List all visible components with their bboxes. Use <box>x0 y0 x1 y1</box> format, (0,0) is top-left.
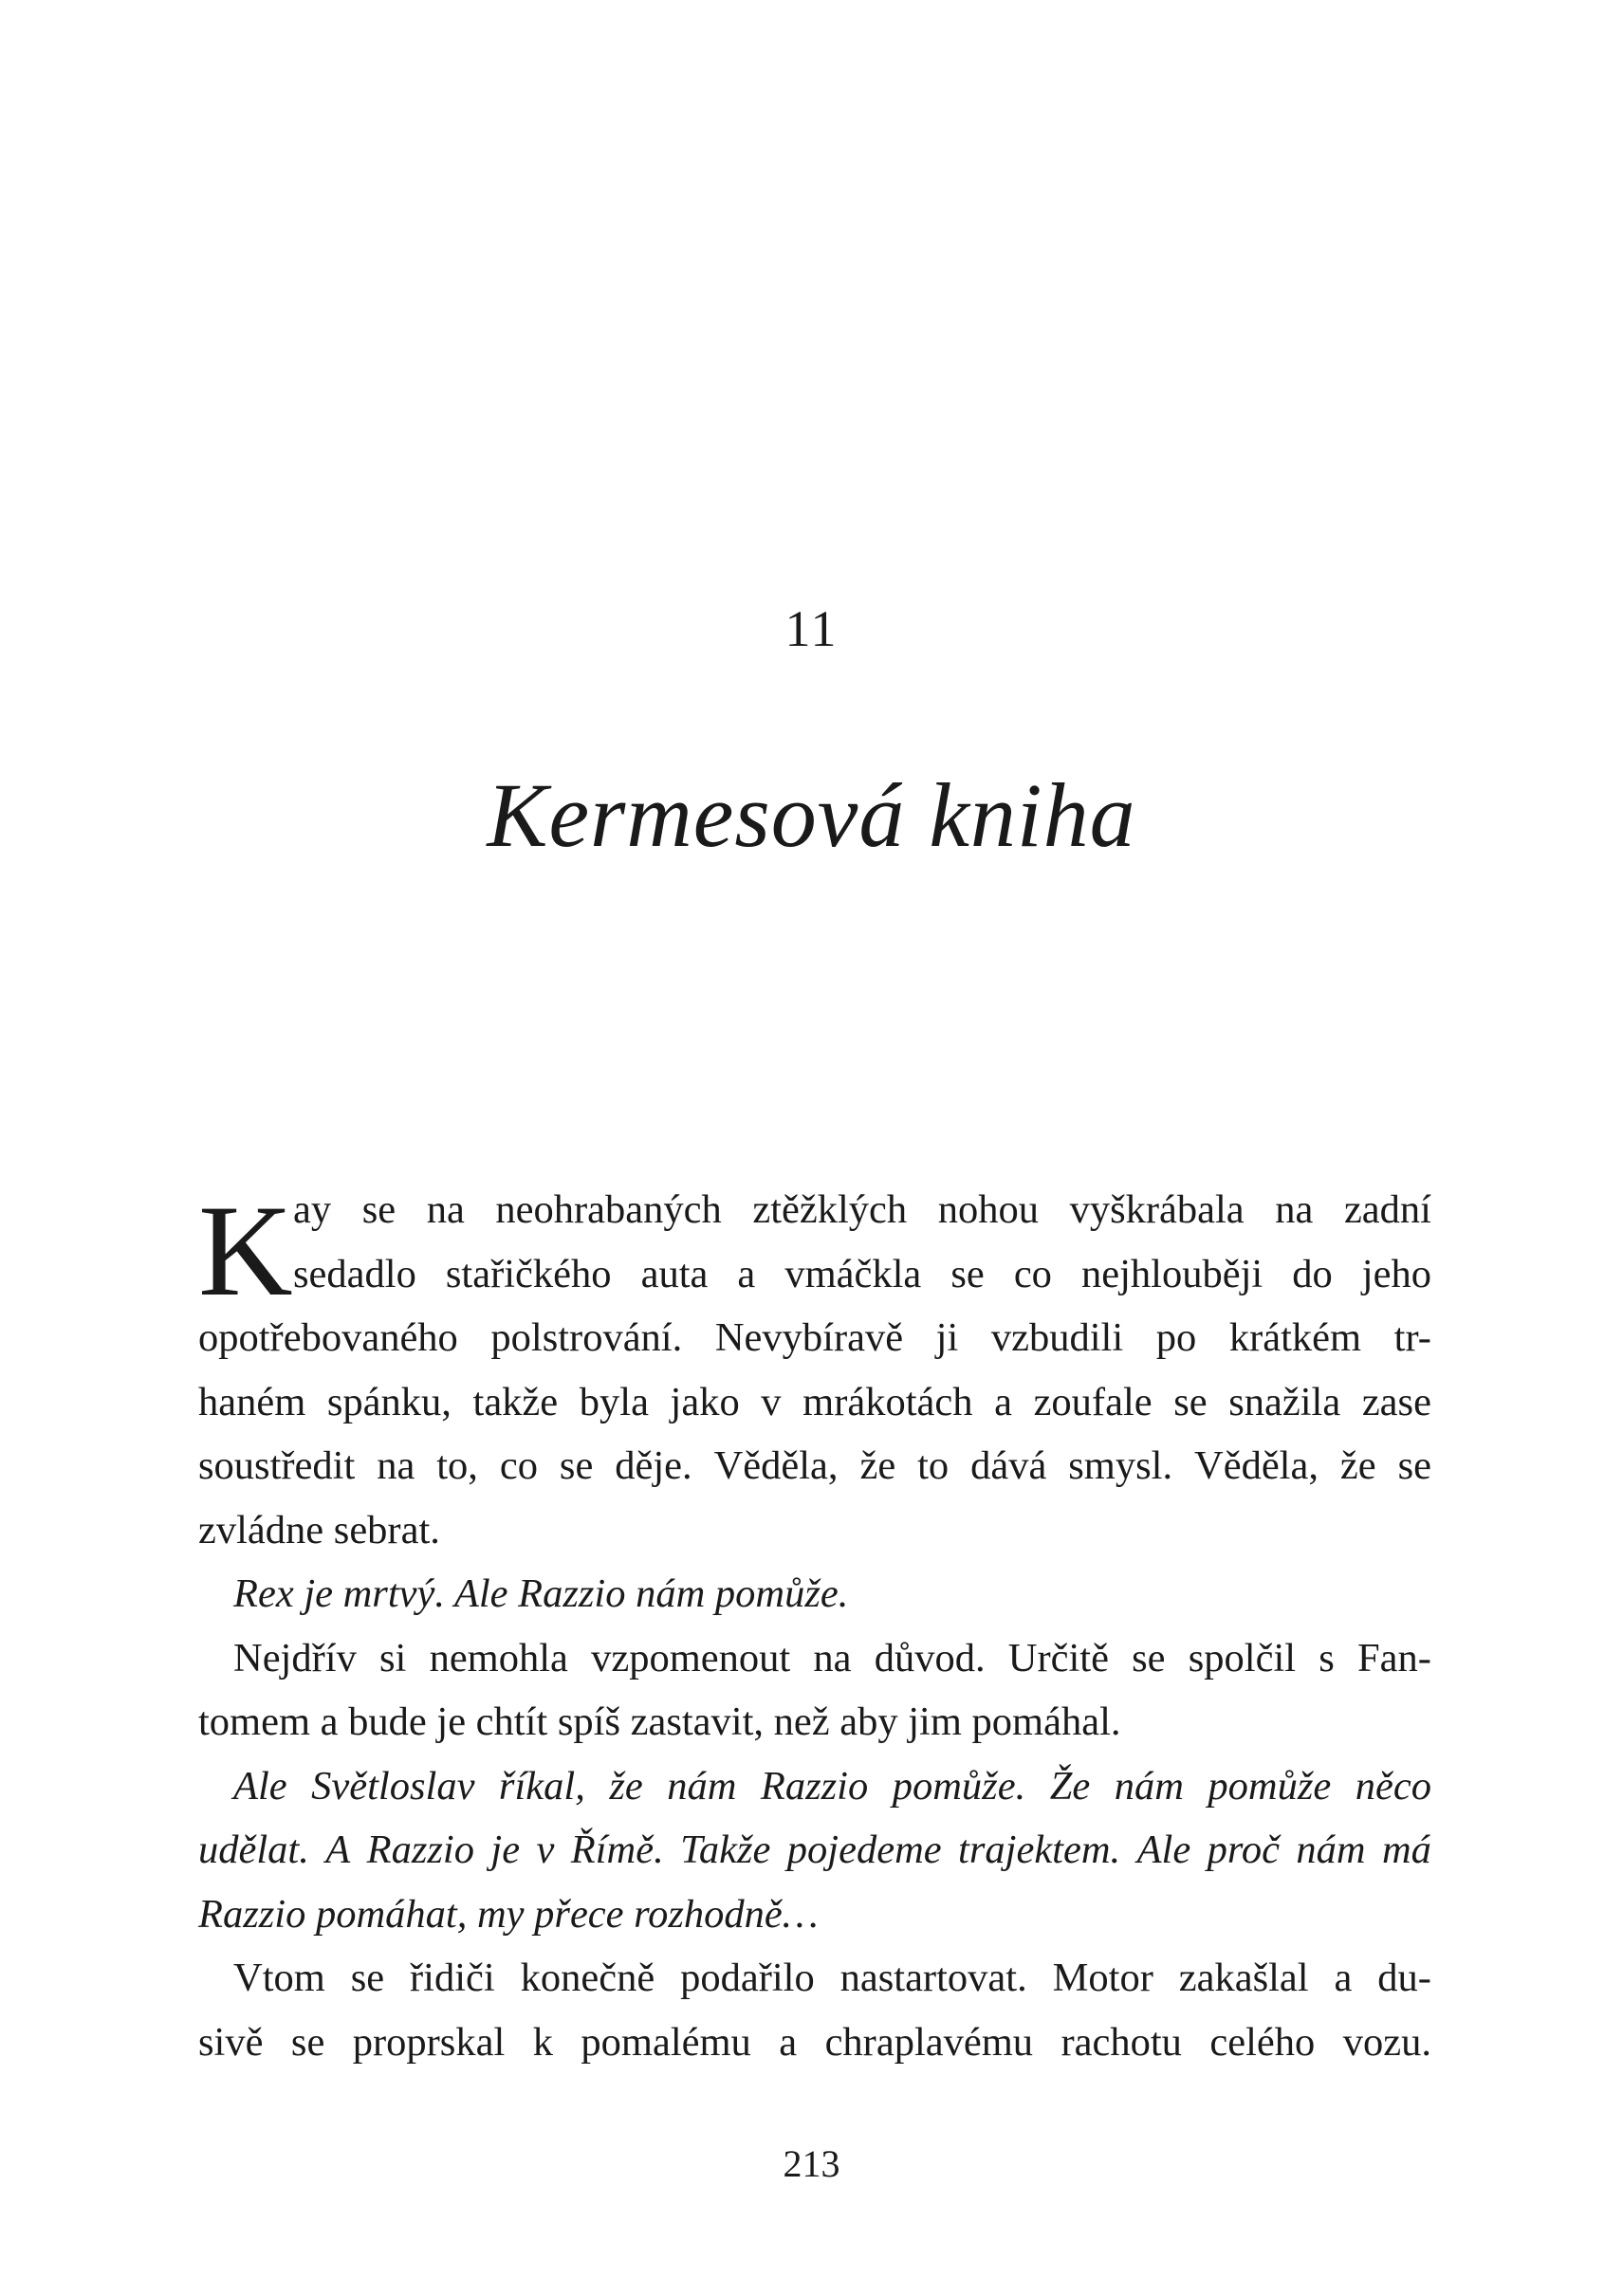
text-line <box>198 1242 1431 1307</box>
word: neohrabaných <box>495 1187 722 1232</box>
text-line <box>198 1306 1431 1370</box>
text-line <box>198 2011 1431 2075</box>
word: Věděla, <box>1194 1443 1319 1488</box>
word: Vtom <box>233 1956 325 2000</box>
word: pojedeme <box>786 1828 942 1872</box>
word: zadní <box>1343 1187 1431 1232</box>
word: v <box>536 1828 555 1872</box>
italic-thought <box>198 1754 1431 1819</box>
word: po <box>1155 1315 1197 1360</box>
italic-thought <box>198 1818 1431 1883</box>
word: nám <box>1114 1763 1184 1809</box>
word: na <box>377 1443 415 1488</box>
word: pomůže. <box>892 1763 1026 1809</box>
word: do <box>1292 1251 1333 1296</box>
word: Motor <box>1052 1956 1153 2000</box>
word: se <box>1173 1379 1208 1424</box>
word: se <box>350 1956 385 2000</box>
word: to, <box>436 1443 478 1488</box>
word: Světloslav <box>311 1763 475 1809</box>
word: vozu. <box>1342 2019 1431 2065</box>
word: co <box>1013 1251 1052 1296</box>
word: zakašlal <box>1178 1956 1309 2000</box>
italic-thought: Razzio pomáhat, my přece rozhodně… <box>198 1891 819 1937</box>
page-number: 213 <box>783 2142 840 2185</box>
word: du- <box>1377 1956 1431 2000</box>
text-line: zvládne sebrat. <box>198 1507 440 1552</box>
word: je <box>490 1828 521 1872</box>
word: soustředit <box>198 1443 356 1488</box>
word: Že <box>1049 1763 1091 1809</box>
word: vzbudili <box>990 1315 1124 1360</box>
word: vzpomenout <box>591 1635 791 1681</box>
word: krátkém <box>1228 1315 1362 1360</box>
word: zoufale <box>1033 1379 1153 1424</box>
word: chraplavému <box>824 2019 1034 2065</box>
word: auta <box>640 1251 709 1296</box>
word: ztěžklých <box>752 1187 908 1232</box>
word: řidiči <box>410 1956 495 2000</box>
text-line: tomem a bude je chtít spíš zastavit, než aby jim pomáhal. <box>198 1699 1121 1744</box>
word: byla <box>579 1379 649 1424</box>
body-text <box>198 1178 1431 2074</box>
word: nejhlouběji <box>1080 1251 1263 1296</box>
word: se <box>559 1443 594 1488</box>
word: sivě <box>198 2019 264 2065</box>
word: nám <box>667 1763 737 1809</box>
word: A <box>325 1828 351 1872</box>
word: Fan- <box>1356 1635 1431 1681</box>
word: vyškrábala <box>1069 1187 1245 1232</box>
drop-cap: K <box>198 1178 293 1323</box>
word: že <box>1339 1443 1376 1488</box>
word: a <box>779 2019 798 2065</box>
word: nemohla <box>429 1635 568 1681</box>
word: proč <box>1207 1828 1280 1872</box>
word: nohou <box>937 1187 1039 1232</box>
word: a <box>737 1251 756 1296</box>
text-line <box>198 1178 1431 1242</box>
word: proprskal <box>352 2019 506 2065</box>
word: co <box>499 1443 538 1488</box>
word: celého <box>1209 2019 1316 2065</box>
word: haném <box>198 1379 306 1424</box>
word: to <box>917 1443 950 1488</box>
word: na <box>426 1187 465 1232</box>
word: Římě. <box>570 1828 664 1872</box>
word: vmáčkla <box>784 1251 922 1296</box>
word: udělat. <box>198 1828 309 1872</box>
word: Ale <box>233 1763 287 1809</box>
word: říkal, <box>498 1763 585 1809</box>
word: stařičkého <box>445 1251 612 1296</box>
text-line <box>198 1946 1431 2011</box>
word: Razzio <box>366 1828 474 1872</box>
word: děje. <box>615 1443 692 1488</box>
word: Nevybíravě <box>714 1315 904 1360</box>
word: se <box>1397 1443 1431 1488</box>
word: něco <box>1355 1763 1431 1809</box>
word: ay <box>293 1187 332 1232</box>
word: se <box>290 2019 325 2065</box>
chapter-title: Kermesová kniha <box>487 764 1136 866</box>
word: smysl. <box>1068 1443 1173 1488</box>
word: nám <box>1296 1828 1366 1872</box>
word: mrákotách <box>802 1379 973 1424</box>
word: si <box>379 1635 407 1681</box>
word: Určitě <box>1007 1635 1109 1681</box>
text-line <box>198 1370 1431 1435</box>
word: Věděla, <box>713 1443 839 1488</box>
word: takže <box>472 1379 559 1424</box>
word: spolčil <box>1188 1635 1297 1681</box>
word: polstrování. <box>490 1315 683 1360</box>
word: s <box>1319 1635 1335 1681</box>
word: pomůže <box>1208 1763 1332 1809</box>
word: Nejdřív <box>233 1635 357 1681</box>
text-line <box>198 1434 1431 1498</box>
word: na <box>1275 1187 1314 1232</box>
word: v <box>761 1379 782 1424</box>
word: podařilo <box>680 1956 815 2000</box>
word: spánku, <box>326 1379 452 1424</box>
word: ji <box>935 1315 959 1360</box>
chapter-number: 11 <box>784 600 839 657</box>
word: se <box>950 1251 985 1296</box>
word: tr- <box>1393 1315 1431 1360</box>
word: Takže <box>680 1828 771 1872</box>
word: jeho <box>1361 1251 1431 1296</box>
word: se <box>361 1187 397 1232</box>
word: konečně <box>520 1956 655 2000</box>
word: sedadlo <box>293 1251 416 1296</box>
word: na <box>813 1635 852 1681</box>
word: zase <box>1361 1379 1431 1424</box>
text-line <box>198 1626 1431 1691</box>
word: jako <box>670 1379 740 1424</box>
word: Ale <box>1136 1828 1191 1872</box>
word: dává <box>970 1443 1047 1488</box>
word: nastartovat. <box>839 1956 1027 2000</box>
word: má <box>1381 1828 1431 1872</box>
word: Razzio <box>760 1763 869 1809</box>
word: důvod. <box>874 1635 986 1681</box>
word: že <box>609 1763 643 1809</box>
word: rachotu <box>1060 2019 1182 2065</box>
word: opotřebovaného <box>198 1315 458 1360</box>
word: trajektem. <box>958 1828 1121 1872</box>
italic-thought: Rex je mrtvý. Ale Razzio nám pomůže. <box>233 1571 849 1616</box>
word: že <box>859 1443 896 1488</box>
word: pomalému <box>581 2019 751 2065</box>
word: k <box>532 2019 553 2065</box>
word: se <box>1132 1635 1166 1681</box>
word: a <box>994 1379 1012 1424</box>
word: a <box>1334 1956 1353 2000</box>
word: snažila <box>1228 1379 1341 1424</box>
